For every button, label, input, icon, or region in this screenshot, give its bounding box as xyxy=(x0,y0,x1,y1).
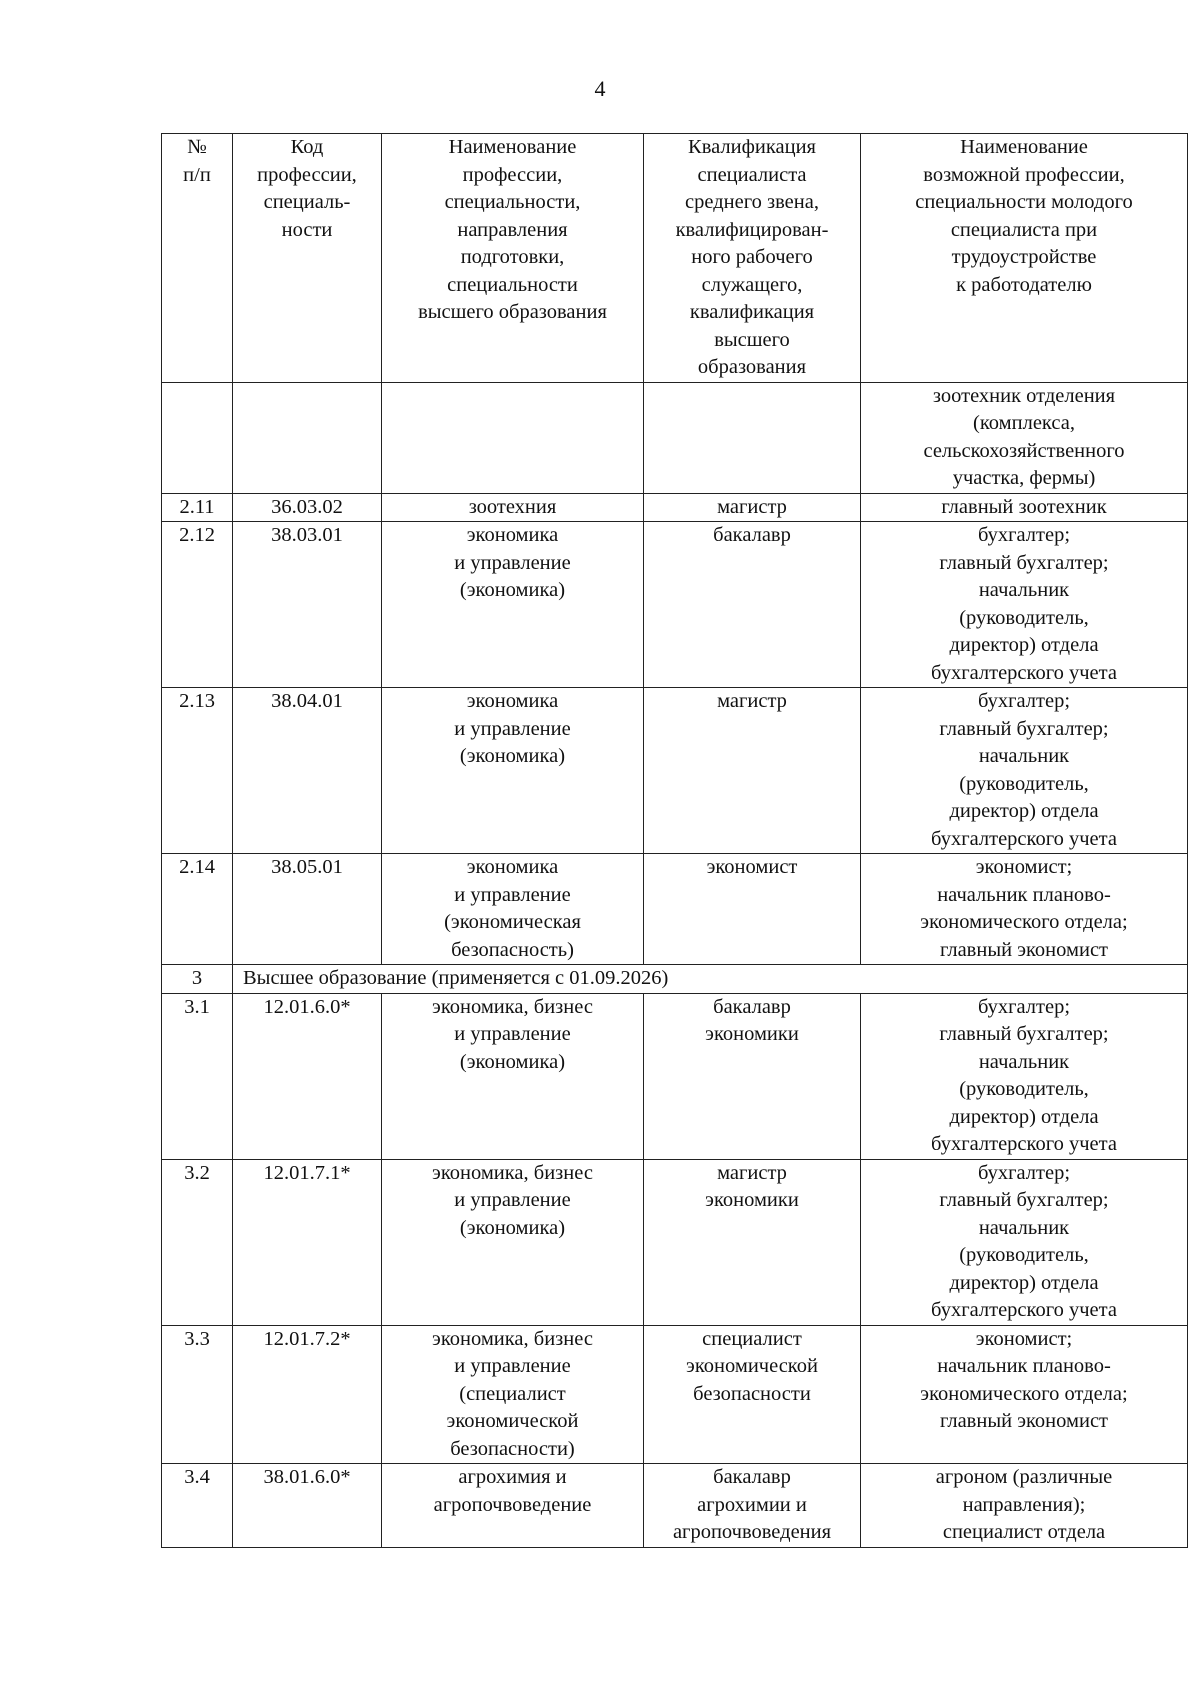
table-cell: 38.05.01 xyxy=(233,854,382,965)
table-cell: экономист; начальник планово- экономического отдела; главный экономист xyxy=(861,1325,1188,1464)
table-cell: бакалавр экономики xyxy=(644,993,861,1159)
header-cell-number: № п/п xyxy=(162,134,233,383)
table-cell: 3.2 xyxy=(162,1159,233,1325)
header-cell-code: Код профессии, специаль- ности xyxy=(233,134,382,383)
table-cell: 12.01.7.2* xyxy=(233,1325,382,1464)
table-cell: экономист xyxy=(644,854,861,965)
table-cell: 38.04.01 xyxy=(233,688,382,854)
table-row xyxy=(162,688,1188,854)
table-cell: 12.01.6.0* xyxy=(233,993,382,1159)
table-cell: 38.03.01 xyxy=(233,522,382,688)
table-cell: 2.14 xyxy=(162,854,233,965)
table-row xyxy=(162,493,1188,522)
table-cell xyxy=(162,382,233,493)
table-cell: специалист экономической безопасности xyxy=(644,1325,861,1464)
table-cell xyxy=(644,382,861,493)
table-row xyxy=(162,854,1188,965)
table-cell: бухгалтер; главный бухгалтер; начальник (руководитель, директор) отдела бухгалтерского учета xyxy=(861,688,1188,854)
table-cell: 2.11 xyxy=(162,493,233,522)
table-row xyxy=(162,1159,1188,1325)
section-row xyxy=(162,965,1188,994)
table-cell: бакалавр xyxy=(644,522,861,688)
table-cell: бухгалтер; главный бухгалтер; начальник (руководитель, директор) отдела бухгалтерского учета xyxy=(861,993,1188,1159)
table-cell: экономика и управление (экономика) xyxy=(382,688,644,854)
table-cell: экономика, бизнес и управление (специалист экономической безопасности) xyxy=(382,1325,644,1464)
header-cell-qualification: Квалификация специалиста среднего звена, квалифицирован- ного рабочего служащего, квалификация высшего образования xyxy=(644,134,861,383)
table-cell: 36.03.02 xyxy=(233,493,382,522)
table-row xyxy=(162,993,1188,1159)
table-cell: экономика и управление (экономическая безопасность) xyxy=(382,854,644,965)
table-cell: 3.4 xyxy=(162,1464,233,1548)
header-cell-specialty: Наименование профессии, специальности, направления подготовки, специальности высшего образования xyxy=(382,134,644,383)
table-cell xyxy=(233,382,382,493)
table-cell: экономика и управление (экономика) xyxy=(382,522,644,688)
table-cell: зоотехния xyxy=(382,493,644,522)
table-cell: 2.13 xyxy=(162,688,233,854)
table-row xyxy=(162,522,1188,688)
table-cell: агрохимия и агропочвоведение xyxy=(382,1464,644,1548)
table-cell: магистр xyxy=(644,688,861,854)
table-cell: бухгалтер; главный бухгалтер; начальник (руководитель, директор) отдела бухгалтерского учета xyxy=(861,522,1188,688)
table-cell: бухгалтер; главный бухгалтер; начальник (руководитель, директор) отдела бухгалтерского учета xyxy=(861,1159,1188,1325)
section-number: 3 xyxy=(162,965,233,994)
table-row xyxy=(162,1325,1188,1464)
table-cell xyxy=(382,382,644,493)
table-cell: экономика, бизнес и управление (экономика) xyxy=(382,993,644,1159)
table-cell: 12.01.7.1* xyxy=(233,1159,382,1325)
table-row xyxy=(162,1464,1188,1548)
table-cell: главный зоотехник xyxy=(861,493,1188,522)
table-cell: магистр экономики xyxy=(644,1159,861,1325)
professions-table xyxy=(161,133,1188,1548)
table-cell: экономист; начальник планово- экономического отдела; главный экономист xyxy=(861,854,1188,965)
table-cell: агроном (различные направления); специалист отдела xyxy=(861,1464,1188,1548)
table-cell: 2.12 xyxy=(162,522,233,688)
table-cell: экономика, бизнес и управление (экономика) xyxy=(382,1159,644,1325)
table-cell: магистр xyxy=(644,493,861,522)
table-row xyxy=(162,382,1188,493)
section-title: Высшее образование (применяется с 01.09.2026) xyxy=(233,965,1188,994)
table-cell: зоотехник отделения (комплекса, сельскохозяйственного участка, фермы) xyxy=(861,382,1188,493)
page-number: 4 xyxy=(594,76,606,101)
table-cell: 38.01.6.0* xyxy=(233,1464,382,1548)
header-row xyxy=(162,134,1188,383)
table-cell: 3.1 xyxy=(162,993,233,1159)
header-cell-possible-profession: Наименование возможной профессии, специальности молодого специалиста при трудоустройстве к работодателю xyxy=(861,134,1188,383)
table-cell: 3.3 xyxy=(162,1325,233,1464)
table-cell: бакалавр агрохимии и агропочвоведения xyxy=(644,1464,861,1548)
